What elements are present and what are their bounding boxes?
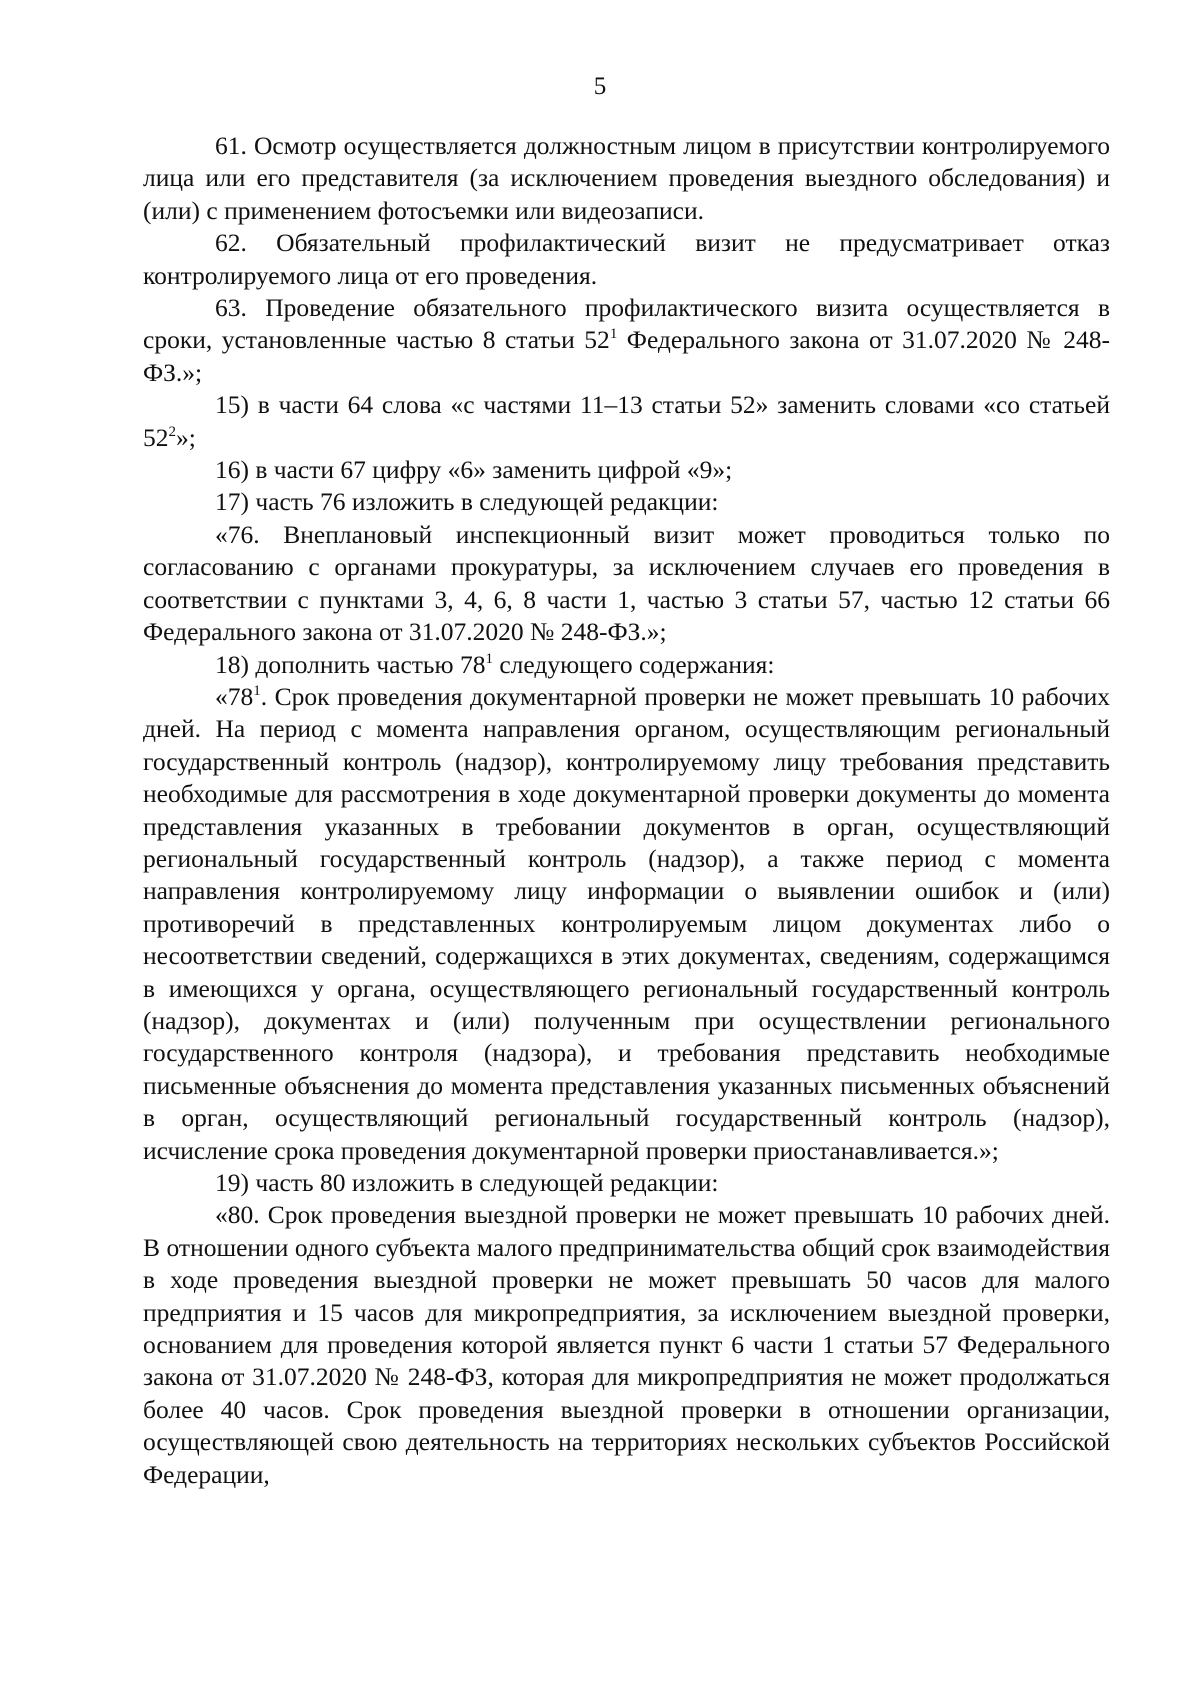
paragraph-text: «80. Срок проведения выездной проверки не может превышать 10 рабочих дней. В отношении одного субъекта малого предпринимательства общий срок взаимодействия в ходе проведения выездной проверки не может превышать 50 часов для малого предприятия и 15 часов для микропредприятия, за исключением выездной проверки, основанием для проведения которой является пункт 6 части 1 статьи 57 Федерального закона от 31.07.2020 № 248-ФЗ, которая для микропредприятия не может продолжаться более 40 часов. Срок проведения выездной проверки в отношении организации, осуществляющей свою деятельность на территориях нескольких субъектов Российской Федерации, (143, 1200, 1110, 1489)
paragraph-text: «76. Внеплановый инспекционный визит может проводиться только по согласованию с органами прокуратуры, за исключением случаев его проведения в соответствии с пунктами 3, 4, 6, 8 части 1, частью 3 статьи 57, частью 12 статьи 66 Федерального закона от 31.07.2020 № 248-ФЗ.»; (143, 519, 1110, 647)
paragraph-80 (143, 1199, 1110, 1491)
paragraph-61 (143, 130, 1110, 227)
superscript: 1 (253, 682, 261, 699)
paragraph-78-1 (143, 681, 1110, 1167)
paragraph-item-18 (143, 649, 1110, 681)
paragraph-text: 15) в части 64 слова «с частями 11–13 статьи 52» заменить словами «со статьей 52 (143, 390, 1110, 452)
paragraph-text: Федерального закона от 31.07.2020 № 248-ФЗ.»; (143, 325, 1110, 387)
paragraph-text: . Срок проведения документарной проверки не может превышать 10 рабочих дней. На период с момента направления органом, осуществляющим региональный государственный контроль (надзор), контролируемому лицу требования представить необходимые для рассмотрения в ходе документарной проверки документы до момента представления указанных в требовании документов в орган, осуществляющий региональный государственный контроль (надзор), а также период с момента направления контролируемому лицу информации о выявлении ошибок и (или) противоречий в представленных контролируемым лицом документах либо о несоответствии сведений, содержащихся в этих документах, сведениям, содержащимся в имеющихся у органа, осуществляющего региональный государственный контроль (надзор), документах и (или) полученным при осуществлении регионального государственного контроля (надзора), и требования представить необходимые письменные объяснения до момента представления указанных письменных объяснений в орган, осуществляющий региональный государственный контроль (надзор), исчисление срока проведения документарной проверки приостанавливается.»; (143, 681, 1110, 1165)
paragraph-text: 63. Проведение обязательного профилактического визита осуществляется в сроки, установленные частью 8 статьи 52 (143, 293, 1110, 355)
paragraph-text: следующего содержания: (492, 649, 775, 679)
paragraph-item-17 (143, 486, 1110, 518)
paragraph-text: »; (176, 422, 196, 452)
superscript: 1 (485, 650, 493, 667)
paragraph-63 (143, 292, 1110, 389)
document-body (143, 130, 1110, 1491)
paragraph-text: 16) в части 67 цифру «6» заменить цифрой «9»; (215, 455, 733, 485)
paragraph-item-15 (143, 389, 1110, 454)
superscript: 2 (168, 423, 176, 440)
paragraph-62 (143, 227, 1110, 292)
paragraph-item-19 (143, 1167, 1110, 1199)
superscript: 1 (609, 326, 618, 343)
paragraph-text: 62. Обязательный профилактический визит не предусматривает отказ контролируемого лица от его проведения. (143, 228, 1110, 290)
paragraph-text: 19) часть 80 изложить в следующей редакции: (215, 1168, 719, 1197)
paragraph-text: 61. Осмотр осуществляется должностным лицом в присутствии контролируемого лица или его представителя (за исключением проведения выездного обследования) и (или) с применением фотосъемки или видеозаписи. (143, 131, 1110, 225)
paragraph-text: «78 (215, 681, 254, 711)
paragraph-item-16 (143, 454, 1110, 486)
paragraph-76 (143, 519, 1110, 649)
page-number: 5 (593, 73, 607, 100)
paragraph-text: 17) часть 76 изложить в следующей редакции: (215, 487, 719, 517)
paragraph-text: 18) дополнить частью 78 (215, 649, 486, 679)
